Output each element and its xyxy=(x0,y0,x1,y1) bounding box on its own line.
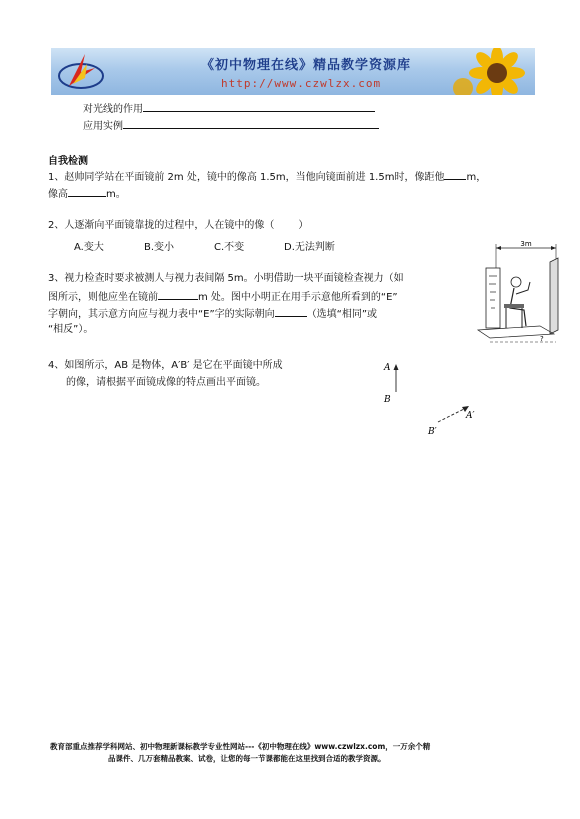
q1-text-c: 像高 xyxy=(48,189,68,200)
banner-url: http://www.czwlzx.com xyxy=(221,77,382,90)
q2-text-a: 2、人逐渐向平面镜靠拢的过程中，人在镜中的像（ xyxy=(48,220,275,231)
dimension-question-label: ? xyxy=(540,335,544,343)
q3-text-d: （选填“相同”或 xyxy=(306,309,378,320)
footer-line2: 品课件、几万套精品教案、试卷，让您的每一节课都能在这里找到合适的教学资源。 xyxy=(108,754,386,763)
q3-line1: 3、视力检查时要求被测人与视力表间隔 5m。小明借助一块平面镜检查视力（如 xyxy=(48,273,404,284)
label-b-prime: B′ xyxy=(428,427,437,437)
q1-text-b: m， xyxy=(466,172,487,183)
mirror-icon xyxy=(550,258,558,334)
sunflower-icon xyxy=(451,48,535,95)
light-effect-line xyxy=(83,101,375,117)
person-icon xyxy=(504,277,530,328)
mirror-diagram xyxy=(376,356,486,440)
q1-blank-2 xyxy=(68,186,106,197)
section-title: 自我检测 xyxy=(48,156,88,167)
q3-blank-1 xyxy=(158,289,198,300)
application-label: 应用实例 xyxy=(83,121,123,132)
q1-line2 xyxy=(48,186,126,202)
header-banner xyxy=(51,48,535,95)
q4-line1: 4、如图所示，AB 是物体，A′B′ 是它在平面镜中所成 xyxy=(48,360,283,371)
light-effect-label: 对光线的作用 xyxy=(83,104,143,115)
q3-text-c: 字朝向，其示意方向应与视力表中“E”字的实际朝向 xyxy=(48,309,275,320)
footer-line1: 教育部重点推荐学科网站、初中物理新课标教学专业性网站---《初中物理在线》www.czwlzx.com，一万余个精 xyxy=(50,742,431,751)
q3-line2 xyxy=(48,289,398,305)
q2-option-d: D.无法判断 xyxy=(284,242,335,253)
application-blank xyxy=(123,118,379,129)
q3-blank-2 xyxy=(275,306,307,317)
q3-line4: “相反”）。 xyxy=(48,324,94,335)
label-a-prime: A′ xyxy=(466,411,475,421)
label-a: A xyxy=(384,363,391,373)
q3-text-b: m 处。图中小明正在用手示意他所看到的“E” xyxy=(198,292,398,303)
q1-text-d: m。 xyxy=(106,189,126,200)
application-line xyxy=(83,118,379,134)
dimension-3m-label: 3m xyxy=(520,240,532,248)
q3-line3 xyxy=(48,306,377,322)
q2-text-b: ） xyxy=(298,220,309,231)
q3-text-a: 图所示，则他应坐在镜前 xyxy=(48,292,158,303)
q2-option-c: C.不变 xyxy=(214,242,245,253)
q2-stem xyxy=(48,219,308,233)
image-ab-prime-arrow xyxy=(438,408,466,422)
light-effect-blank xyxy=(143,101,375,112)
q4-line2: 的像，请根据平面镜成像的特点画出平面镜。 xyxy=(66,377,266,388)
q1-line1 xyxy=(48,169,486,185)
banner-title: 《初中物理在线》精品教学资源库 xyxy=(201,58,412,73)
q1-blank-1 xyxy=(444,169,466,180)
eye-test-figure xyxy=(470,238,570,350)
label-b: B xyxy=(384,395,391,405)
eye-chart-icon xyxy=(486,268,500,328)
q2-option-a: A.变大 xyxy=(74,242,104,253)
q2-option-b: B.变小 xyxy=(144,242,175,253)
q1-text-a: 1、赵帅同学站在平面镜前 2m 处，镜中的像高 1.5m，当他向镜面前进 1.5m时，像距他 xyxy=(48,172,445,183)
